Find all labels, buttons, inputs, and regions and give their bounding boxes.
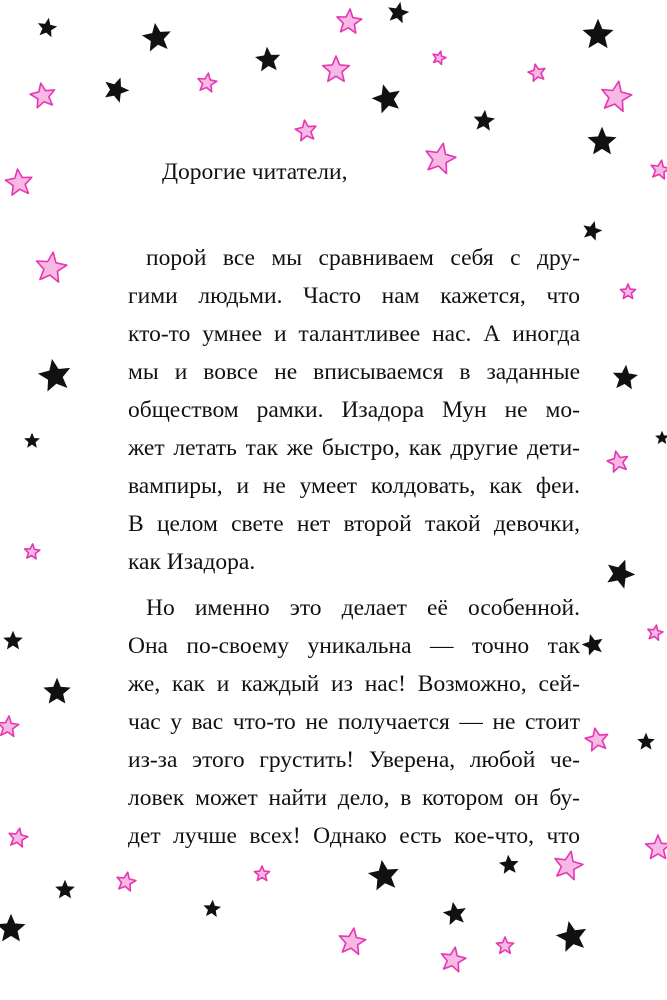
text-line: же, как и каждый из нас! Возможно, сей- — [128, 671, 580, 697]
pink-star-icon — [651, 160, 667, 179]
black-star-icon — [475, 111, 494, 130]
text-line: Она по-своему уникальна — точно так — [128, 633, 580, 659]
text-line: Но именно это делает её особенной. — [146, 595, 580, 621]
black-star-icon — [583, 635, 601, 654]
pink-star-icon — [295, 120, 316, 141]
black-star-icon — [589, 128, 616, 153]
pink-star-icon — [646, 835, 667, 859]
pink-star-icon — [30, 83, 54, 108]
black-star-icon — [614, 366, 637, 388]
black-star-icon — [106, 79, 128, 102]
pink-star-icon — [433, 51, 446, 64]
text-line: В целом свете нет второй такой девочки, — [128, 511, 580, 537]
black-star-icon — [444, 903, 465, 924]
text-line: гими людьми. Часто нам кажется, что — [128, 283, 580, 309]
text-line: из-за этого грустить! Уверена, любой че- — [128, 747, 580, 773]
pink-star-icon — [9, 828, 28, 847]
pink-star-icon — [117, 872, 136, 891]
text-line: обществом рамки. Изадора Мун не мо- — [128, 397, 580, 423]
letter-greeting: Дорогие читатели, — [162, 159, 348, 185]
pink-star-icon — [426, 143, 456, 173]
pink-star-icon — [0, 716, 19, 736]
pink-star-icon — [339, 928, 365, 954]
pink-star-icon — [620, 284, 635, 299]
text-line: жет летать так же быстро, как другие дети- — [128, 435, 580, 461]
text-line: ловек может найти дело, в котором он бу- — [128, 785, 580, 811]
black-star-icon — [56, 881, 73, 897]
paragraph-1 — [128, 239, 580, 581]
black-star-icon — [373, 86, 399, 113]
black-star-icon — [557, 922, 585, 950]
pink-star-icon — [442, 947, 466, 972]
black-star-icon — [256, 48, 279, 70]
pink-star-icon — [254, 866, 269, 881]
pink-star-icon — [323, 56, 350, 81]
black-star-icon — [500, 856, 517, 873]
pink-star-icon — [602, 81, 632, 111]
text-line: час у вас что-то не получается — не стоит — [128, 709, 580, 735]
pink-star-icon — [528, 64, 545, 81]
text-line: порой все мы сравниваем себя с дру- — [146, 245, 580, 271]
black-star-icon — [608, 561, 634, 588]
black-star-icon — [25, 434, 38, 447]
black-star-icon — [389, 3, 408, 22]
pink-star-icon — [337, 9, 362, 33]
black-star-icon — [369, 861, 397, 889]
black-star-icon — [656, 432, 667, 443]
pink-star-icon — [5, 169, 32, 195]
pink-star-icon — [648, 625, 663, 640]
black-star-icon — [205, 901, 220, 916]
pink-star-icon — [198, 73, 217, 92]
pink-star-icon — [555, 851, 583, 879]
black-star-icon — [143, 24, 169, 50]
paragraph-2 — [128, 589, 580, 855]
text-line: вампиры, и не умеет колдовать, как феи. — [128, 473, 580, 499]
black-star-icon — [39, 19, 56, 36]
black-star-icon — [585, 222, 602, 239]
black-star-icon — [584, 20, 613, 47]
text-line: кто-то умнее и талантливее нас. А иногда — [128, 321, 580, 347]
black-star-icon — [39, 360, 69, 390]
black-star-icon — [638, 734, 653, 749]
text-line: как Изадора. — [128, 549, 256, 575]
pink-star-icon — [607, 451, 627, 472]
pink-star-icon — [25, 544, 40, 559]
pink-star-icon — [37, 252, 67, 282]
text-line: мы и вовсе не вписываемся в заданные — [128, 359, 580, 385]
pink-star-icon — [585, 728, 608, 751]
black-star-icon — [45, 679, 70, 703]
text-line: дет лучше всех! Однако есть кое-что, что — [128, 823, 580, 849]
black-star-icon — [4, 632, 21, 648]
pink-star-icon — [496, 937, 513, 953]
black-star-icon — [0, 915, 24, 940]
